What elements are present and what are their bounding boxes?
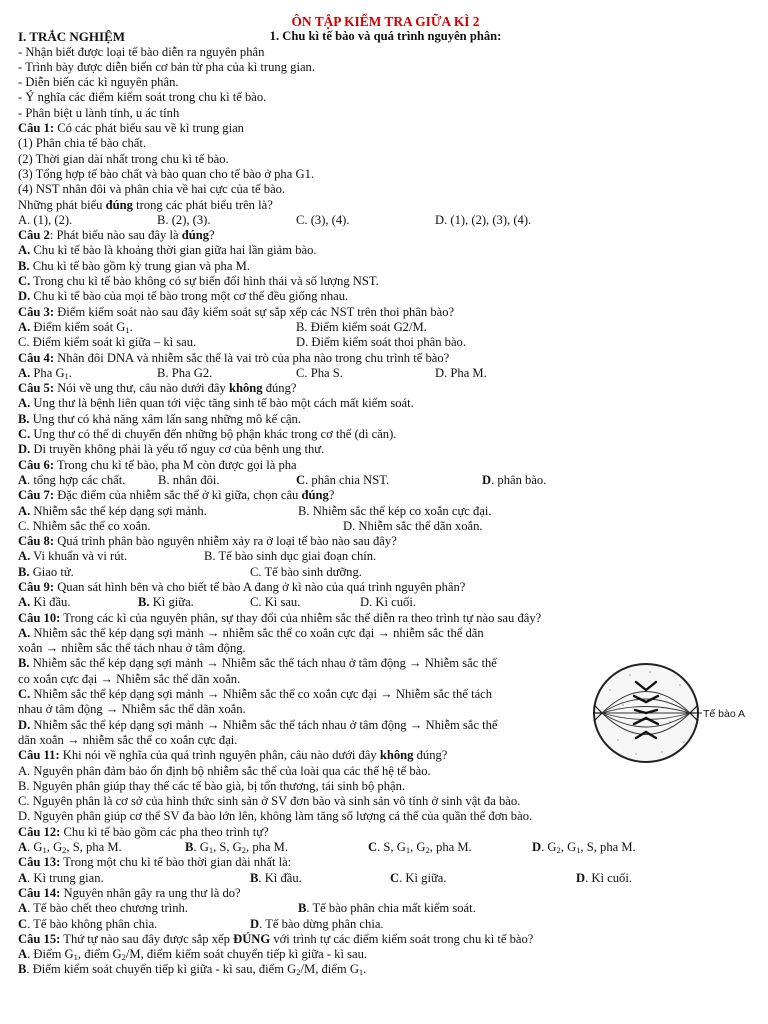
option-a[interactable] [18,320,296,335]
option-c[interactable]: C. (3), (4). [296,212,350,227]
option-d[interactable] [532,840,636,855]
options-row [18,213,753,228]
option-key: B. [18,258,30,273]
question-13 [18,855,753,870]
question-label: Câu 5: [18,381,55,396]
option-a[interactable] [18,840,122,855]
document-page [18,14,753,978]
subscript: 1 [64,370,69,381]
option-text: Nhiễm sắc thể kép dạng sợi mảnh → nhiễm sắc thể co xoắn cực đại → nhiễm sắc thể dãn [30,625,484,640]
option-key: B [185,840,194,855]
question-text: Khi nói về nghĩa của quá trình nguyên phân, câu nào dưới đây [59,748,380,763]
options-row [18,335,753,350]
question-3 [18,305,753,320]
option-text: , pha M. [429,840,472,855]
question-2 [18,228,753,243]
option-d[interactable]: C. Tế bào sinh dưỡng. [250,564,362,579]
option-key: A. [18,549,31,564]
option-key: A [18,901,28,916]
option-text: . G [27,840,43,855]
question-label: Câu 6: [18,457,55,472]
option-text: Ung thư có thể di chuyển đến những bộ phận khác trong cơ thể (di căn). [30,427,397,442]
option-key: A. [18,625,31,640]
option-text: Ung thư có khả năng xâm lấn sang những mô kế cận. [29,411,301,426]
question-label: Câu 2 [18,228,50,243]
options-row [18,917,753,932]
option-key: D. [18,289,31,304]
option-key: D [576,870,586,885]
option-d[interactable] [18,442,753,457]
question-label: Câu 1: [18,121,55,136]
question-15 [18,932,753,947]
option-b[interactable]: B. (2), (3). [157,212,211,227]
question-14 [18,886,753,901]
option-text: nhau ở tâm động → Nhiễm sắc thể dãn xoắn. [18,702,246,717]
section-heading: I. TRẮC NGHIỆM [18,29,126,45]
option-text: . Tế bào chết theo chương trình. [27,901,188,916]
option-key: C [368,840,378,855]
cell-figure [590,660,768,766]
option-a[interactable] [18,901,188,916]
option-a[interactable] [18,473,125,488]
question-4 [18,351,753,366]
options-row [18,565,753,580]
option-text: Di truyền không phải là yếu tố nguy cơ của bệnh ung thư. [30,442,325,457]
statement: (2) Thời gian dài nhất trong chu kì tế bào. [18,151,229,166]
prompt-bold: đúng [105,197,133,212]
option-text: Nhiễm sắc thể kép dạng sợi mảnh → Nhiễm sắc thể tách nhau ở tâm động → Nhiễm sắc thể [29,656,497,671]
option-text: Điểm kiểm soát G [30,319,126,334]
option-text: . [129,319,133,334]
question-prompt [18,198,753,213]
subscript: 2 [296,967,301,978]
option-text: Kì đầu. [30,595,71,610]
option-b[interactable]: B. nhân đôi. [158,472,220,487]
statement: (1) Phân chia tế bào chất. [18,136,146,151]
option-text: /M, điểm kiểm soát chuyển tiếp kì giữa - kì sau. [125,947,368,962]
question-bold: đúng [301,488,329,503]
option-key: B. [18,564,30,579]
option-b[interactable]: B. Nhiễm sắc thể kép co xoắn cực đại. [298,503,492,518]
option-c[interactable] [368,840,472,855]
option-text: Giao tử. [29,564,74,579]
options-row [18,519,753,534]
option-a[interactable] [18,549,127,564]
option-key: C [18,916,28,931]
option-c[interactable]: C. Pha S. [296,365,343,380]
option-text: . phân chia NST. [305,472,390,487]
question-text: ? [328,488,335,503]
option-c[interactable] [18,274,753,289]
statement: (3) Tổng hợp tế bào chất và bào quan cho tế bào ở pha G1. [18,166,315,181]
option-text: . Kì cuối. [585,870,632,885]
option-text: . Kì trung gian. [27,870,104,885]
option-b[interactable] [18,412,753,427]
question-label: Câu 8: [18,534,55,549]
option-c[interactable]: C. Nhiễm sắc thể co xoắn. [18,518,151,533]
objective: - Phân biệt u lành tính, u ác tính [18,105,180,120]
question-text: ? [209,228,215,243]
objective: - Nhận biết được loại tế bào diễn ra nguyên phân [18,44,265,59]
option-key: A. [18,595,31,610]
subscript: 1 [42,845,47,856]
statement: (4) NST nhân đôi và phân chia về hai cực của tế bào. [18,182,286,197]
option-key: D [250,916,260,931]
option-b[interactable] [138,595,194,610]
option-text: Chu kì tế bào của mọi tế bào trong một cơ thể đều giống nhau. [30,289,349,304]
option-d[interactable]: D. (1), (2), (3), (4). [435,212,532,227]
option-a[interactable]: A. Nguyên phân đảm bảo ổn định bộ nhiễm sắc thể của loài qua các thế hệ tế bào. [18,763,431,778]
option-text: co xoắn cực đại → Nhiễm sắc thể dãn xoắn. [18,671,241,686]
subscript: 2 [121,952,126,963]
option-text: , điểm G [77,947,122,962]
question-label: Câu 7: [18,488,55,503]
option-text: , G [46,840,63,855]
question-7 [18,488,753,503]
option-key: B [250,870,259,885]
question-10 [18,611,753,626]
options-row [18,595,753,610]
question-label: Câu 12: [18,824,61,839]
question-bold: không [379,748,414,763]
option-d[interactable]: D. Kì cuối. [360,595,416,610]
option-text: . Kì đầu. [258,870,302,885]
option-key: A [18,947,28,962]
option-key: B [298,901,307,916]
options-row [18,320,753,335]
option-text: Ung thư là bệnh liên quan tới việc tăng sinh tế bào một cách mất kiểm soát. [30,396,414,411]
subscript: 1 [208,845,214,856]
option-key: C [390,870,400,885]
question-text: Thứ tự nào sau đây được sắp xếp [60,931,234,946]
subscript: 2 [62,845,67,856]
option-text: dãn xoắn → nhiễm sắc thể co xoắn cực đại. [18,732,238,747]
question-text: Nhân đôi DNA và nhiễm sắc thể là vai trò của pha nào trong chu trình tế bào? [54,350,450,365]
option-c[interactable] [18,565,74,580]
option-b[interactable] [18,259,753,274]
question-label: Câu 13: [18,855,61,870]
question-8 [18,534,753,549]
options-row [18,871,753,886]
question-12 [18,825,753,840]
option-text: . [363,962,367,977]
options-row [18,901,753,916]
prompt-text: Những phát biểu [18,197,106,212]
options-row [18,473,753,488]
question-label: Câu 14: [18,885,61,900]
option-d[interactable]: D. Pha M. [435,365,487,380]
question-text: Trong một chu kì tế bào thời gian dài nhất là: [60,855,292,870]
question-9 [18,580,753,595]
question-text: Trong chu kì tế bào, pha M còn được gọi là pha [54,457,297,472]
option-text: /M, điểm G [300,962,359,977]
option-text: Chu kì tế bào là khoảng thời gian giữa hai lần giảm bào. [30,243,317,258]
question-label: Câu 11: [18,748,60,763]
option-text: Vi khuẩn và vi rút. [30,549,128,564]
question-label: Câu 9: [18,579,55,594]
options-row [18,840,753,855]
question-bold: không [228,381,263,396]
option-b[interactable]: B. Nguyên phân giúp thay thế các tế bào già, bị tổn thương, tái sinh bộ phận. [18,778,406,793]
option-text: . phân bào. [491,472,547,487]
option-text: , S, pha M. [580,840,636,855]
option-key: A. [18,243,31,258]
option-b[interactable]: B. Điểm kiểm soát G2/M. [296,319,427,334]
objective: - Ý nghĩa các điểm kiểm soát trong chu kì tế bào. [18,90,267,105]
option-d[interactable]: D. Nhiễm sắc thể dãn xoắn. [343,518,483,533]
option-d[interactable] [18,289,753,304]
option-a[interactable] [18,626,753,641]
option-a[interactable] [18,504,207,519]
question-label: Câu 15: [18,931,61,946]
option-text: . S, G [377,840,406,855]
option-a[interactable] [18,947,753,962]
option-d[interactable] [576,871,632,886]
option-text: Nhiễm sắc thể kép dạng sợi mảnh → Nhiễm sắc thể co xoắn cực đại → Nhiễm sắc thể tách [30,687,493,702]
option-text: Kì giữa. [149,595,194,610]
question-text: Quan sát hình bên và cho biết tế bào A đang ở kì nào của quá trình nguyên phân? [54,579,466,594]
option-c[interactable]: C. Kì sau. [250,595,301,610]
question-label: Câu 3: [18,304,55,319]
option-text: . [68,365,72,380]
question-text: đúng? [262,381,297,396]
question-5 [18,381,753,396]
option-text: xoắn → nhiễm sắc thể tách nhau ở tâm động. [18,641,246,656]
question-label: Câu 10: [18,610,61,625]
question-1 [18,121,753,136]
option-c[interactable]: C. Nguyên phân là cơ sở của hình thức sinh sản ở SV đơn bào và sinh sản vô tính ở sinh vật đa bào. [18,794,521,809]
option-c[interactable] [296,473,389,488]
option-b[interactable] [185,840,288,855]
option-key: A. [18,365,31,380]
option-a[interactable] [18,871,104,886]
option-d[interactable] [250,917,384,932]
options-row [18,504,753,519]
option-text: . G [541,840,557,855]
option-key: C [296,472,306,487]
option-text: Nhiễm sắc thể kép dạng sợi mảnh → Nhiễm sắc thể tách nhau ở tâm động → Nhiễm sắc thể [30,717,498,732]
option-key: A [18,472,28,487]
option-text: . Tế bào dừng phân chia. [259,916,384,931]
topic-heading: 1. Chu kì tế bào và quá trình nguyên phân: [269,29,502,44]
option-text: Chu kì tế bào gồm kỳ trung gian và pha M. [29,258,250,273]
subscript: 2 [425,845,430,856]
question-text: Điểm kiểm soát nào sau đây kiểm soát sự sắp xếp các NST trên thoi phân bào? [54,304,455,319]
option-d[interactable] [482,473,546,488]
option-a[interactable] [18,366,157,381]
question-text: Quá trình phân bào nguyên nhiễm xảy ra ở loại tế bào nào sau đây? [54,534,397,549]
option-key: A [18,840,28,855]
option-key: A. [18,503,31,518]
option-c[interactable] [18,427,753,442]
question-text: Trong các kì của nguyên phân, sự thay đổi của nhiễm sắc thể diễn ra theo trình tự nào sau đây? [60,610,542,625]
option-key: B [18,962,27,977]
option-text: . Tế bào không phân chia. [27,916,158,931]
option-a[interactable] [18,396,753,411]
option-key: D [532,840,542,855]
subscript: 1 [405,845,411,856]
option-b[interactable] [18,962,753,977]
question-text: Nguyên nhân gây ra ung thư là do? [60,885,241,900]
options-row [18,366,753,381]
option-d[interactable]: D. Điểm kiểm soát thoi phân bào. [296,335,466,350]
option-text: . Điểm G [27,947,74,962]
option-b[interactable] [250,871,302,886]
option-b[interactable] [298,901,476,916]
option-key: A [18,870,28,885]
cell-a-diagram [590,660,768,766]
prompt-text: trong các phát biểu trên là? [132,197,273,212]
option-text: . Tế bào phân chia mất kiểm soát. [306,901,476,916]
option-a-cont [18,641,753,656]
question-text: Chu kì tế bào gồm các pha theo trình tự? [60,824,269,839]
question-text: : Phát biểu nào sau đây là [49,228,182,243]
option-text: Nhiễm sắc thể kép dạng sợi mảnh. [30,503,207,518]
option-text: . tổng hợp các chất. [27,472,126,487]
option-b[interactable]: B. Tế bào sinh dục giai đoạn chín. [204,549,377,564]
option-key: A. [18,396,31,411]
subscript: 2 [241,845,247,856]
figure-label: Tế bào A [703,708,746,720]
option-text: Trong chu kì tế bào không có sự biến đổi hình thái và số lượng NST. [30,274,379,289]
option-b[interactable]: B. Pha G2. [157,365,213,380]
subscript: 1 [576,845,581,856]
option-key: D. [18,442,31,457]
option-a[interactable] [18,243,753,258]
subscript: 1 [73,952,78,963]
option-text: , S, pha M. [66,840,122,855]
option-key: C. [18,427,31,442]
option-text: , G [410,840,426,855]
question-6 [18,458,753,473]
question-bold: ĐÚNG [233,931,271,946]
question-bold: đúng [181,228,210,243]
option-key: D. [18,717,31,732]
option-text: , pha M. [246,840,288,855]
doc-title: ÔN TẬP KIỂM TRA GIỮA KÌ 2 [291,14,480,29]
option-c[interactable]: C. Điểm kiểm soát kì giữa – kì sau. [18,335,197,350]
objective: - Trình bày được diễn biến cơ bản từ pha của kì trung gian. [18,59,315,74]
option-d[interactable]: D. Nguyên phân giúp cơ thể SV đa bào lớn lên, không làm tăng số lượng cá thể của quần thể đơn bào. [18,809,533,824]
options-row [18,549,753,564]
option-key: C. [18,274,31,289]
option-a[interactable]: A. (1), (2). [18,212,73,227]
option-key: B. [18,656,30,671]
option-text: . Kì giữa. [399,870,447,885]
option-a[interactable] [18,595,70,610]
option-key: A. [18,319,31,334]
option-key: D [482,472,492,487]
option-key: B. [18,411,30,426]
option-key: B. [138,595,150,610]
option-c[interactable] [18,917,157,932]
question-text: đúng? [413,748,448,763]
option-text: Pha G [30,365,65,380]
subscript: 1 [358,967,364,978]
option-key: C. [18,687,31,702]
option-text: . Điểm kiểm soát chuyển tiếp kì giữa - kì sau, điểm G [26,962,297,977]
option-c[interactable] [390,871,447,886]
question-text: Đặc điểm của nhiễm sắc thể ở kì giữa, chọn câu [54,488,302,503]
question-text: Có các phát biểu sau về kì trung gian [54,121,244,136]
subscript: 1 [125,324,130,335]
objective: - Diễn biến các kì nguyên phân. [18,75,179,90]
option-text: . G [193,840,209,855]
option-text: , S, G [213,840,242,855]
question-label: Câu 4: [18,350,55,365]
option-text: , G [560,840,577,855]
subscript: 2 [556,845,561,856]
question-text: với trình tự các điểm kiểm soát trong chu kì tế bào? [270,931,534,946]
question-text: Nói về ung thư, câu nào dưới đây [54,381,229,396]
